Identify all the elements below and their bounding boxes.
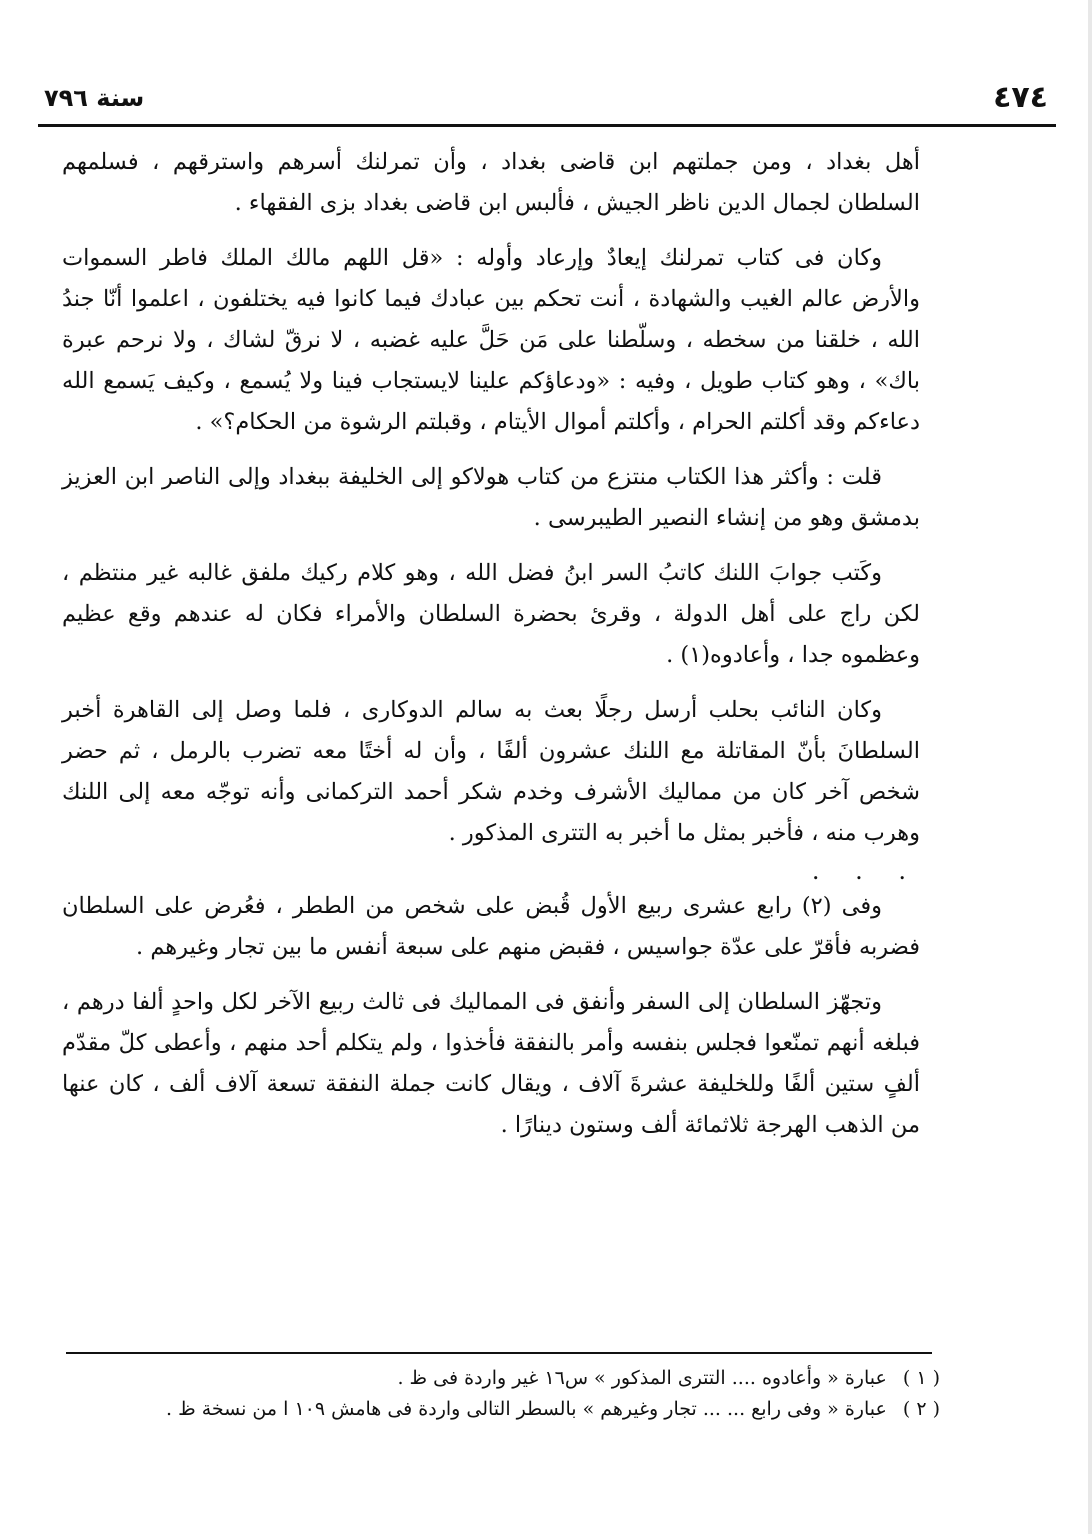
page-edge-shadow (1088, 0, 1092, 1534)
paragraph-3: قلت : وأكثر هذا الكتاب منتزع من كتاب هولاكو إلى الخليفة ببغداد وإلى الناصر ابن العزيز بدمشق وهو من إنشاء النصير الطيبرسى . (62, 464, 920, 531)
running-head-year: سنة ٧٩٦ (44, 84, 145, 112)
section-separator: . . . (811, 857, 920, 885)
footnote-marker: ( ٢ ) (902, 1398, 940, 1420)
paragraph-2: وكان فى كتاب تمرلنك إيعادٌ وإرعاد وأوله : «قل اللهم مالك الملك فاطر السموات والأرض عالم الغيب والشهادة ، أنت تحكم بين عبادك فيما كانوا فيه يختلفون ، اعلموا أنّا جندُ الله ، خلقنا من سخطه ، وسلّطنا على مَن حَلَّ عليه غضبه ، لا نرقّ لشاك ، ولا نرحم عبرة باك» ، وهو كتاب طويل ، وفيه : «ودعاؤكم علينا لايستجاب فينا ولا يُسمع ، وكيف يَسمع الله دعاءكم وقد أكلتم الحرام ، وأكلتم أموال الأيتام ، وقبلتم الرشوة من الحكام؟» . (62, 245, 920, 435)
footnote-rule (66, 1352, 932, 1354)
paragraph-1: أهل بغداد ، ومن جملتهم ابن قاضى بغداد ، وأن تمرلنك أسرهم واسترقهم ، فسلمهم السلطان لجمال الدين ناظر الجيش ، فألبس ابن قاضى بغداد بزى الفقهاء . (62, 149, 920, 216)
footnote-1 (140, 1363, 940, 1394)
footnote-2 (140, 1394, 940, 1425)
paragraph-4: وكَتب جوابَ اللنك كاتبُ السر ابنُ فضل الله ، وهو كلام ركيك ملفق غالبه غير منتظم ، لكن راج على أهل الدولة ، وقرئ بحضرة السلطان والأمراء فكان له عندهم وقع عظيم وعظموه جدا ، وأعادوه(١) . (62, 560, 920, 668)
header-rule (38, 124, 1056, 127)
footnote-marker: ( ١ ) (902, 1367, 940, 1389)
page-header (36, 78, 1058, 120)
paragraph-5: وكان النائب بحلب أرسل رجلًا بعث به سالم الدوكارى ، فلما وصل إلى القاهرة أخبر السلطانَ بأنّ المقاتلة مع اللنك عشرون ألفًا ، وأن له أختًا معه تضرب بالرمل ، ثم حضر شخص آخر كان من مماليك الأشرف وخدم شكر أحمد التركمانى وأنه توجّه معه إلى اللنك وهرب منه ، فأخبر بمثل ما أخبر به التترى المذكور . (62, 697, 920, 846)
paragraph-6: وفى (٢) رابع عشرى ربيع الأول قُبض على شخص من الططر ، فعُرض على السلطان فضربه فأقرّ على عدّة جواسيس ، فقبض منهم على سبعة أنفس ما بين تجار وغيرهم . (62, 893, 920, 960)
page-number: ٤٧٤ (993, 80, 1048, 115)
footnotes (140, 1363, 940, 1425)
main-text (62, 142, 920, 1146)
footnote-text: عبارة « وأعادوه .... التترى المذكور » س١٦ غير واردة فى ظ . (397, 1367, 887, 1389)
paragraph-7: وتجهّز السلطان إلى السفر وأنفق فى المماليك فى ثالث ربيع الآخر لكل واحدٍ ألفا درهم ، فبلغه أنهم تمنّعوا فجلس بنفسه وأمر بالنفقة فأخذوا ، ولم يتكلم أحد منهم ، وأعطى كلّ مقدّم ألفٍ ستين ألفًا وللخليفة عشرةَ آلاف ، ويقال كانت جملة النفقة تسعة آلاف ألف ، كان عنها من الذهب الهرجة ثلاثمائة ألف وستون دينارًا . (62, 989, 920, 1138)
footnote-text: عبارة « وفى رابع ... ... تجار وغيرهم » بالسطر التالى واردة فى هامش ١٠٩ ا من نسخة ظ . (166, 1398, 887, 1420)
